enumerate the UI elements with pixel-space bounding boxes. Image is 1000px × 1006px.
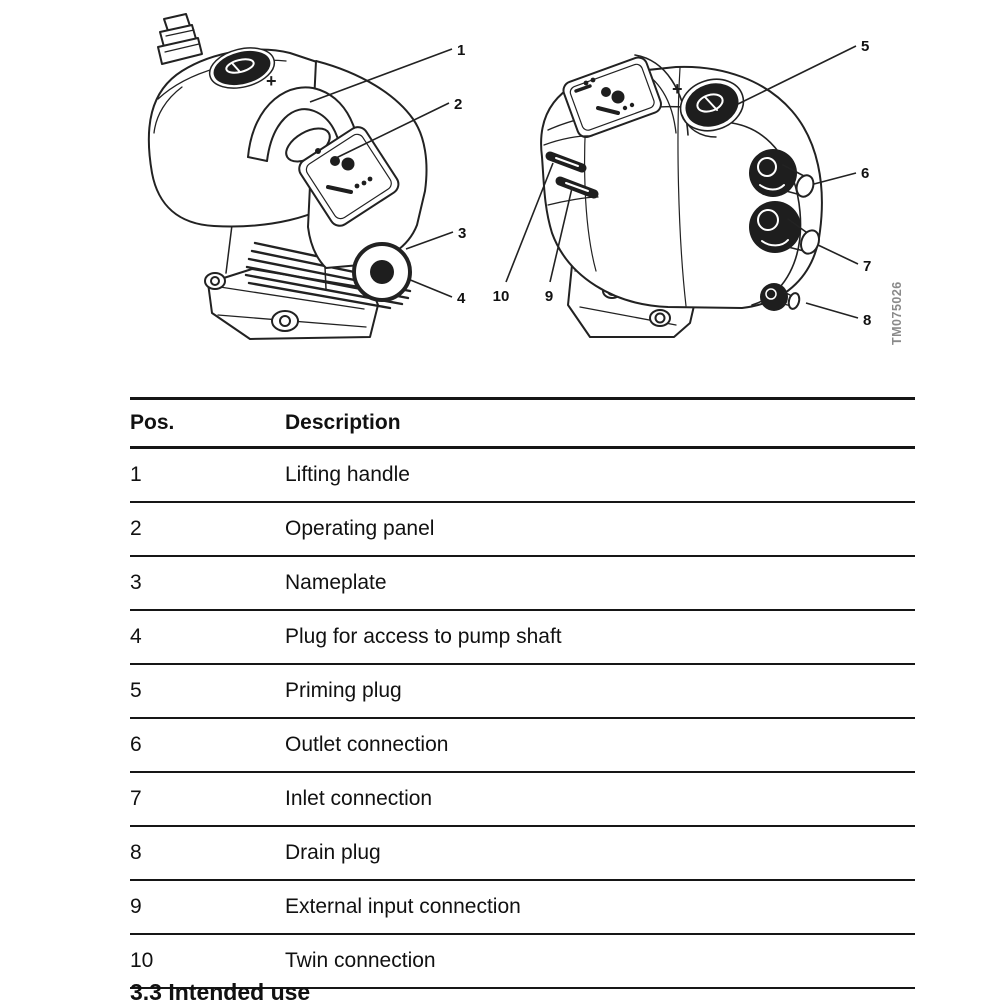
table-row: [130, 664, 915, 718]
pos-cell: 7: [130, 772, 285, 826]
pos-cell: 8: [130, 826, 285, 880]
pos-cell: 5: [130, 664, 285, 718]
drawing-number: TM075026: [890, 281, 904, 345]
description-cell: External input connection: [285, 880, 915, 934]
description-cell: Priming plug: [285, 664, 915, 718]
table-row: [130, 718, 915, 772]
leader-line-4: [408, 279, 452, 297]
left-pump-top-fitting: [158, 14, 202, 64]
callout-4: 4: [457, 290, 466, 307]
callout-1: 1: [457, 42, 466, 59]
callout-9: 9: [544, 288, 554, 305]
left-pump-drawing: [149, 14, 427, 339]
description-cell: Twin connection: [285, 934, 915, 988]
table-row: [130, 610, 915, 664]
right-pump-drain-plug: [760, 283, 801, 311]
table-header-row: [130, 399, 915, 448]
table-row: [130, 772, 915, 826]
pos-cell: 10: [130, 934, 285, 988]
pos-cell: 9: [130, 880, 285, 934]
left-pump-shaft-plug: [354, 244, 410, 300]
pos-cell: 4: [130, 610, 285, 664]
leader-line-7: [818, 245, 858, 264]
pos-cell: 1: [130, 448, 285, 503]
pump-overview-svg: [120, 5, 920, 350]
callout-3: 3: [458, 225, 467, 242]
description-cell: Inlet connection: [285, 772, 915, 826]
leader-line-5: [738, 46, 856, 104]
right-plus-mark: +: [672, 79, 683, 99]
table-row: [130, 826, 915, 880]
table-row: [130, 556, 915, 610]
callout-5: 5: [861, 38, 870, 55]
table-row: [130, 448, 915, 503]
pos-cell: 3: [130, 556, 285, 610]
description-cell: Outlet connection: [285, 718, 915, 772]
parts-table: [130, 397, 915, 989]
callout-2: 2: [454, 96, 463, 113]
callout-6: 6: [861, 165, 870, 182]
description-cell: Nameplate: [285, 556, 915, 610]
description-cell: Lifting handle: [285, 448, 915, 503]
description-cell: Drain plug: [285, 826, 915, 880]
callout-8: 8: [863, 312, 872, 329]
pump-overview-figure: [120, 5, 920, 350]
description-column-header: Description: [285, 399, 915, 448]
description-cell: Plug for access to pump shaft: [285, 610, 915, 664]
leader-line-10: [506, 163, 553, 282]
callout-7: 7: [863, 258, 872, 275]
table-row: [130, 880, 915, 934]
table-row: [130, 502, 915, 556]
callout-10: 10: [492, 288, 510, 305]
pos-cell: 6: [130, 718, 285, 772]
pos-column-header: Pos.: [130, 399, 285, 448]
next-section-heading: 3.3 Intended use: [130, 979, 311, 1005]
leader-line-8: [806, 303, 858, 318]
left-plus-mark: +: [266, 71, 277, 91]
description-cell: Operating panel: [285, 502, 915, 556]
pos-cell: 2: [130, 502, 285, 556]
